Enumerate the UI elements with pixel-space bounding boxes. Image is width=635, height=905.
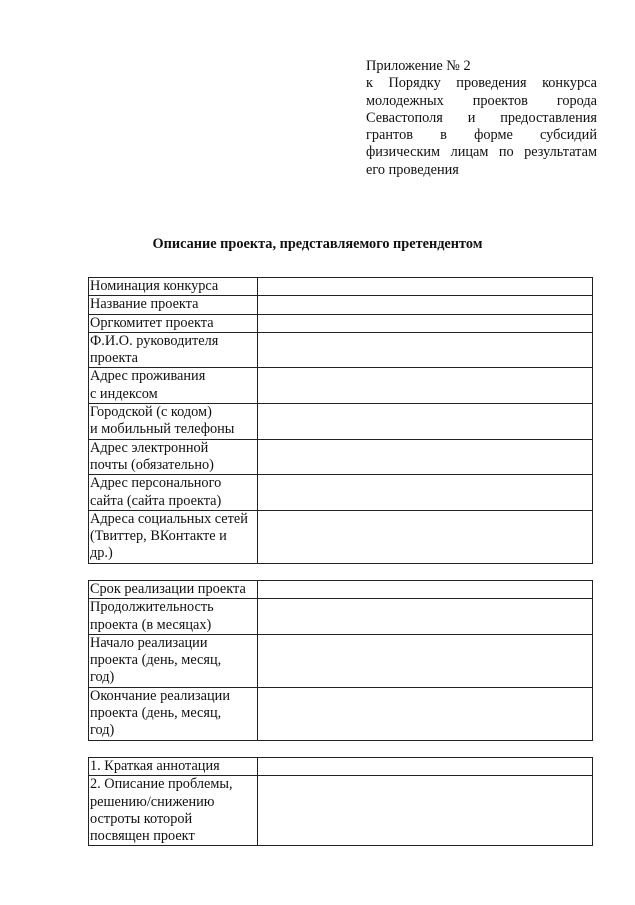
project-timeline-table xyxy=(88,580,593,741)
field-label-line: проекта xyxy=(90,350,138,367)
field-label xyxy=(89,510,258,563)
appendix-text-line: физическим лицам по результатам xyxy=(366,144,597,161)
field-value-cell[interactable] xyxy=(258,314,593,332)
field-label-line: Адрес электронной xyxy=(90,439,209,456)
field-value-cell[interactable] xyxy=(258,581,593,599)
field-label xyxy=(89,278,258,296)
field-value-cell[interactable] xyxy=(258,599,593,635)
table-row xyxy=(89,332,593,368)
table-row xyxy=(89,404,593,440)
field-label-line: 1. Краткая аннотация xyxy=(90,758,220,774)
field-label xyxy=(89,314,258,332)
table-row xyxy=(89,599,593,635)
appendix-header xyxy=(366,58,597,179)
table-row xyxy=(89,581,593,599)
appendix-text-line: молодежных проектов города xyxy=(366,92,597,109)
field-label xyxy=(89,581,258,599)
field-label-line: почты (обязательно) xyxy=(90,456,214,473)
table-row xyxy=(89,687,593,740)
appendix-text-line: его проведения xyxy=(366,161,459,178)
field-label-line: с индексом xyxy=(90,385,158,402)
field-value-cell[interactable] xyxy=(258,296,593,314)
appendix-text-line: Севастополя и предоставления xyxy=(366,109,597,126)
field-label xyxy=(89,404,258,440)
field-label xyxy=(89,687,258,740)
table-row xyxy=(89,368,593,404)
appendix-text-line: грантов в форме субсидий xyxy=(366,127,597,144)
field-label-line: Городской (с кодом) xyxy=(90,404,212,421)
field-label-line: 2. Описание проблемы, xyxy=(90,776,233,793)
field-label-line: Окончание реализации xyxy=(90,687,230,704)
field-value-cell[interactable] xyxy=(258,510,593,563)
field-value-cell[interactable] xyxy=(258,687,593,740)
field-value-cell[interactable] xyxy=(258,332,593,368)
field-label-line: и мобильный телефоны xyxy=(90,421,235,438)
project-description-table xyxy=(88,757,593,846)
project-info-table xyxy=(88,277,593,564)
table-row xyxy=(89,758,593,776)
field-label-line: посвящен проект xyxy=(90,828,195,845)
field-label-line: Оргкомитет проекта xyxy=(90,314,214,331)
field-label-line: Адрес персонального xyxy=(90,475,222,492)
table-row xyxy=(89,439,593,475)
field-label-line: Ф.И.О. руководителя xyxy=(90,332,219,349)
table-row xyxy=(89,296,593,314)
table-row xyxy=(89,314,593,332)
field-value-cell[interactable] xyxy=(258,278,593,296)
field-label xyxy=(89,368,258,404)
table-row xyxy=(89,510,593,563)
field-label-line: остроты которой xyxy=(90,810,193,827)
field-value-cell[interactable] xyxy=(258,404,593,440)
field-label xyxy=(89,439,258,475)
field-label xyxy=(89,634,258,687)
field-label xyxy=(89,758,258,776)
table-row xyxy=(89,278,593,296)
field-label-line: Продолжительность xyxy=(90,599,214,616)
appendix-number: Приложение № 2 xyxy=(366,58,471,74)
field-label-line: сайта (сайта проекта) xyxy=(90,492,222,509)
field-label-line: Адрес проживания xyxy=(90,368,206,385)
table-row xyxy=(89,475,593,511)
field-label-line: Начало реализации xyxy=(90,634,208,651)
field-value-cell[interactable] xyxy=(258,439,593,475)
field-value-cell[interactable] xyxy=(258,776,593,846)
field-label-line: год) xyxy=(90,722,115,739)
field-value-cell[interactable] xyxy=(258,368,593,404)
field-label-line: проекта (день, месяц, xyxy=(90,652,222,669)
field-label-line: Номинация конкурса xyxy=(90,278,219,294)
table-row xyxy=(89,776,593,846)
field-label xyxy=(89,599,258,635)
field-label xyxy=(89,296,258,314)
field-label xyxy=(89,475,258,511)
field-value-cell[interactable] xyxy=(258,758,593,776)
field-value-cell[interactable] xyxy=(258,634,593,687)
field-label-line: др.) xyxy=(90,545,113,562)
field-label xyxy=(89,776,258,846)
field-label-line: Срок реализации проекта xyxy=(90,581,246,597)
field-label-line: Название проекта xyxy=(90,296,199,313)
field-label-line: Адреса социальных сетей xyxy=(90,510,248,527)
field-value-cell[interactable] xyxy=(258,475,593,511)
document-title: Описание проекта, представляемого претендентом xyxy=(152,236,483,252)
field-label-line: (Твиттер, ВКонтакте и xyxy=(90,528,227,545)
field-label-line: проекта (день, месяц, xyxy=(90,705,222,722)
field-label-line: проекта (в месяцах) xyxy=(90,616,212,633)
field-label-line: год) xyxy=(90,669,115,686)
field-label xyxy=(89,332,258,368)
table-row xyxy=(89,634,593,687)
appendix-text-line: к Порядку проведения конкурса xyxy=(366,75,597,92)
field-label-line: решению/снижению xyxy=(90,793,215,810)
